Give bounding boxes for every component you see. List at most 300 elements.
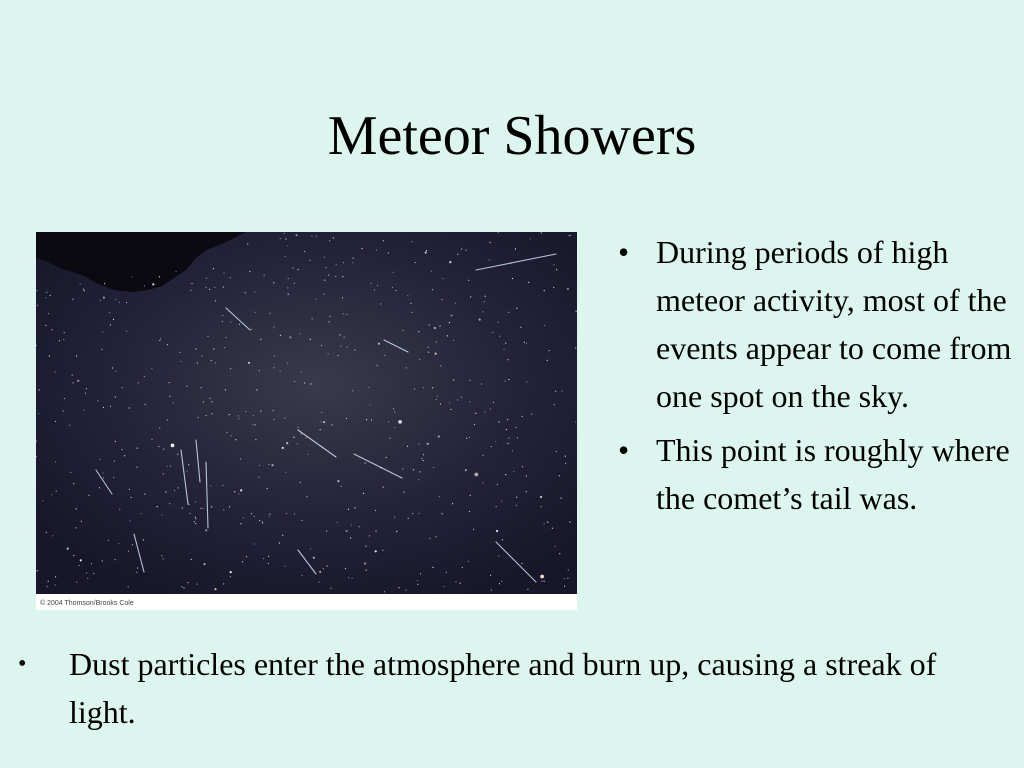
star <box>435 536 436 537</box>
star <box>326 565 327 566</box>
star <box>297 269 298 270</box>
star <box>386 457 387 458</box>
star <box>203 401 204 402</box>
star <box>491 590 492 591</box>
star <box>273 367 274 368</box>
star <box>297 443 298 444</box>
meteor-shower-photo <box>36 232 577 610</box>
star <box>444 586 445 587</box>
star <box>339 334 340 335</box>
star <box>540 496 542 498</box>
star <box>474 424 475 425</box>
star <box>50 295 51 296</box>
star <box>541 506 542 507</box>
star <box>481 383 482 384</box>
star <box>369 535 370 536</box>
star <box>285 256 286 257</box>
star <box>429 324 430 325</box>
star <box>79 565 80 566</box>
star <box>213 268 214 269</box>
star <box>81 521 82 522</box>
star <box>398 420 402 424</box>
star <box>526 343 527 344</box>
star <box>214 588 216 590</box>
star <box>280 335 281 336</box>
star <box>119 509 120 510</box>
star <box>304 382 305 383</box>
star <box>411 312 412 313</box>
star <box>247 243 248 244</box>
star <box>268 556 269 557</box>
star <box>489 259 490 260</box>
star <box>437 396 438 397</box>
star <box>103 477 104 478</box>
star <box>485 296 486 297</box>
star <box>470 380 471 381</box>
star <box>466 438 467 439</box>
star <box>457 399 458 400</box>
star <box>418 443 419 444</box>
star <box>72 375 73 376</box>
star <box>333 237 334 238</box>
star <box>235 439 236 440</box>
star <box>141 513 142 514</box>
star <box>55 576 56 577</box>
star <box>569 235 570 236</box>
star <box>475 413 476 414</box>
star <box>251 329 252 330</box>
star <box>188 464 189 465</box>
star <box>287 363 288 364</box>
star <box>554 264 555 265</box>
star <box>286 513 287 514</box>
star <box>342 297 343 298</box>
star <box>282 447 284 449</box>
star <box>55 584 56 585</box>
star <box>502 539 503 540</box>
star <box>439 325 440 326</box>
star <box>270 514 271 515</box>
star <box>178 487 179 488</box>
star <box>366 419 367 420</box>
star <box>526 381 527 382</box>
star <box>368 387 369 388</box>
star <box>415 262 416 263</box>
star <box>85 393 86 394</box>
star <box>491 446 492 447</box>
star <box>287 287 288 288</box>
star <box>104 283 105 284</box>
star <box>222 315 223 316</box>
star <box>540 575 544 579</box>
star <box>411 241 412 242</box>
star <box>197 362 198 363</box>
star <box>352 578 353 579</box>
star <box>310 339 311 340</box>
star <box>159 276 160 277</box>
star <box>318 582 319 583</box>
list-item <box>612 228 1012 420</box>
star <box>351 525 352 526</box>
star <box>451 315 452 316</box>
star <box>285 239 286 240</box>
star <box>338 355 339 356</box>
star <box>353 258 354 259</box>
star <box>501 501 502 502</box>
star <box>354 507 355 508</box>
star <box>358 526 359 527</box>
star <box>377 285 378 286</box>
star <box>508 379 509 380</box>
star <box>163 473 164 474</box>
star <box>284 233 285 234</box>
star <box>280 371 281 372</box>
star <box>344 337 345 338</box>
star <box>46 292 47 293</box>
star <box>268 563 269 564</box>
star <box>255 424 256 425</box>
star <box>559 475 560 476</box>
star <box>103 407 104 408</box>
star <box>286 442 288 444</box>
star <box>274 356 275 357</box>
star <box>326 267 327 268</box>
star <box>408 518 409 519</box>
star <box>73 483 74 484</box>
star <box>383 240 384 241</box>
star <box>243 517 244 518</box>
star <box>195 501 196 502</box>
star <box>145 404 146 405</box>
star <box>122 449 123 450</box>
star <box>396 531 397 532</box>
star <box>507 419 508 420</box>
star <box>229 506 230 507</box>
star <box>498 322 499 323</box>
star <box>547 522 548 523</box>
star <box>320 429 321 430</box>
star <box>452 503 453 504</box>
star <box>348 509 349 510</box>
star <box>165 492 166 493</box>
star <box>495 441 496 442</box>
star <box>255 439 256 440</box>
star <box>425 252 427 254</box>
star <box>505 343 506 344</box>
star <box>482 311 483 312</box>
star <box>289 336 291 338</box>
star <box>45 297 46 298</box>
star <box>352 262 353 263</box>
star <box>364 562 366 564</box>
star <box>503 349 504 350</box>
star <box>556 451 557 452</box>
star <box>93 573 94 574</box>
star <box>484 301 485 302</box>
star <box>273 410 274 411</box>
star <box>330 316 331 317</box>
star <box>206 287 207 288</box>
star <box>254 291 255 292</box>
star <box>42 500 43 501</box>
star <box>230 576 231 577</box>
star <box>83 289 84 290</box>
star <box>512 278 513 279</box>
star <box>215 362 216 363</box>
star <box>223 583 224 584</box>
star <box>383 487 384 488</box>
right-bullet-list <box>612 228 1012 528</box>
star <box>524 342 525 343</box>
star <box>310 383 311 384</box>
star <box>48 313 49 314</box>
star <box>414 388 415 389</box>
star <box>113 477 114 478</box>
star <box>470 495 471 496</box>
star <box>161 555 162 556</box>
star <box>171 444 175 448</box>
star <box>109 312 110 313</box>
bullet-text: This point is roughly where the comet’s tail was. <box>656 432 1010 516</box>
star <box>331 424 332 425</box>
star <box>234 491 235 492</box>
star <box>384 355 385 356</box>
star <box>512 450 513 451</box>
star <box>388 252 389 253</box>
star <box>468 280 469 281</box>
star <box>413 469 414 470</box>
star <box>316 236 317 237</box>
star <box>80 559 82 561</box>
star <box>189 513 190 514</box>
star <box>496 506 497 507</box>
star <box>433 467 434 468</box>
star <box>80 283 81 284</box>
star <box>556 269 557 270</box>
star <box>110 324 111 325</box>
star <box>522 466 523 467</box>
star <box>203 563 205 565</box>
star <box>73 555 74 556</box>
star <box>112 367 113 368</box>
star <box>330 588 331 589</box>
star <box>469 401 470 402</box>
star <box>285 472 286 473</box>
star <box>108 540 109 541</box>
star <box>418 331 419 332</box>
star <box>507 443 508 444</box>
star <box>432 387 433 388</box>
star <box>195 523 196 524</box>
star <box>567 578 568 579</box>
star <box>427 443 429 445</box>
star <box>67 548 69 550</box>
star <box>137 448 138 449</box>
star <box>195 348 196 349</box>
star <box>174 490 175 491</box>
star <box>508 312 509 313</box>
star <box>87 578 88 579</box>
star <box>245 292 246 293</box>
star <box>215 300 216 301</box>
star <box>49 355 50 356</box>
star <box>365 463 366 464</box>
star <box>522 416 523 417</box>
star <box>191 559 192 560</box>
star <box>63 339 64 340</box>
star <box>528 282 529 283</box>
star <box>342 276 343 277</box>
star <box>407 446 408 447</box>
star <box>576 311 577 312</box>
star <box>159 427 160 428</box>
star <box>267 488 268 489</box>
star <box>163 558 164 559</box>
star <box>115 370 116 371</box>
star <box>346 530 348 532</box>
star <box>143 539 144 540</box>
star <box>240 523 241 524</box>
star <box>505 381 506 382</box>
star <box>428 352 429 353</box>
star <box>223 273 224 274</box>
star <box>340 486 341 487</box>
star <box>324 280 325 281</box>
bullet-marker: • <box>18 651 27 677</box>
star <box>179 352 180 353</box>
star <box>103 297 105 299</box>
star <box>284 566 285 567</box>
bottom-bullet <box>18 640 1008 736</box>
star <box>253 415 254 416</box>
star <box>167 466 168 467</box>
star <box>485 412 486 413</box>
star <box>186 470 187 471</box>
star <box>211 413 212 414</box>
star <box>421 458 422 459</box>
star <box>73 382 74 383</box>
star <box>544 290 545 291</box>
star <box>230 435 231 436</box>
star <box>88 495 89 496</box>
star <box>131 497 132 498</box>
star <box>240 489 242 491</box>
star <box>569 521 570 522</box>
star <box>362 248 363 249</box>
star <box>516 497 517 498</box>
star <box>321 412 322 413</box>
star <box>380 303 381 304</box>
star <box>403 492 404 493</box>
star <box>38 413 39 414</box>
star <box>346 314 347 315</box>
star <box>555 391 556 392</box>
photo-credit: © 2004 Thomson/Brooks Cole <box>40 600 134 607</box>
star <box>45 325 46 326</box>
star <box>559 553 560 554</box>
star <box>505 474 506 475</box>
star <box>63 410 64 411</box>
star <box>371 283 372 284</box>
star <box>226 432 227 433</box>
star <box>176 271 177 272</box>
star <box>169 382 170 383</box>
star <box>426 250 427 251</box>
star <box>301 433 302 434</box>
star <box>36 290 37 291</box>
star <box>568 570 569 571</box>
star <box>173 402 174 403</box>
star <box>251 513 252 514</box>
star <box>209 398 210 399</box>
star <box>323 421 325 423</box>
star <box>469 437 470 438</box>
star <box>432 567 433 568</box>
star <box>157 506 158 507</box>
star <box>442 513 443 514</box>
star <box>177 454 178 455</box>
star <box>479 319 481 321</box>
star <box>136 572 137 573</box>
star <box>375 531 376 532</box>
star <box>254 543 255 544</box>
star <box>430 538 431 539</box>
star <box>501 581 502 582</box>
star <box>352 390 353 391</box>
star <box>455 581 456 582</box>
star <box>69 425 70 426</box>
star <box>223 287 224 288</box>
bullet-marker: • <box>618 432 630 468</box>
star <box>310 548 311 549</box>
star <box>268 464 269 465</box>
star <box>440 365 441 366</box>
star <box>167 419 168 420</box>
star <box>531 414 532 415</box>
star <box>229 414 230 415</box>
star <box>115 441 116 442</box>
star <box>482 482 483 483</box>
star <box>306 496 307 497</box>
star <box>309 260 310 261</box>
star <box>47 586 48 587</box>
star <box>195 517 196 518</box>
star <box>182 507 183 508</box>
star <box>270 313 271 314</box>
star <box>431 271 432 272</box>
star <box>230 571 232 573</box>
star <box>294 283 295 284</box>
star <box>544 581 545 582</box>
star <box>526 491 527 492</box>
star <box>239 324 240 325</box>
star <box>449 322 450 323</box>
star <box>544 523 545 524</box>
star <box>343 262 344 263</box>
star <box>86 572 87 573</box>
star <box>136 467 137 468</box>
star <box>195 518 196 519</box>
star <box>516 505 517 506</box>
star <box>417 580 418 581</box>
star <box>441 299 442 300</box>
star <box>122 387 123 388</box>
star <box>340 346 341 347</box>
star <box>39 389 40 390</box>
star <box>530 238 531 239</box>
star <box>201 355 202 356</box>
star <box>389 438 390 439</box>
